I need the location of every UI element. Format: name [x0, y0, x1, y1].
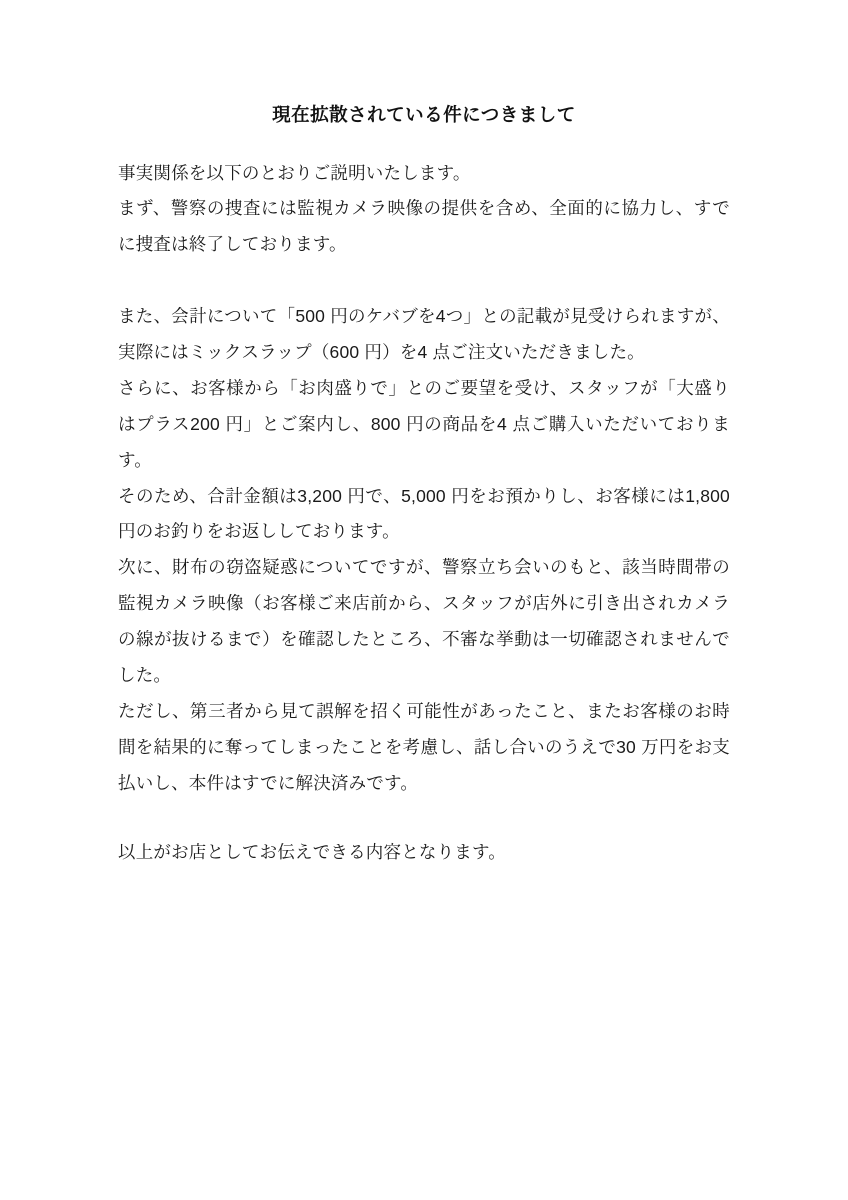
paragraph-police-cooperation: まず、警察の捜査には監視カメラ映像の提供を含め、全面的に協力し、すでに捜査は終了しております。	[118, 198, 730, 255]
paragraph-settlement: ただし、第三者から見て誤解を招く可能性があったこと、またお客様のお時間を結果的に奪ってしまったことを考慮し、話し合いのうえで30 万円をお支払いし、本件はすでに解決済みです。	[118, 700, 730, 793]
paragraph-intro: 事実関係を以下のとおりご説明いたします。	[118, 162, 471, 183]
paragraph-billing-detail: また、会計について「500 円のケバブを4つ」との記載が見受けられますが、実際にはミックスラップ（600 円）を4 点ご注文いただきました。	[118, 306, 730, 363]
paragraph-closing: 以上がお店としてお伝えできる内容となります。	[118, 842, 506, 863]
page-title: 現在拡散されている件につきまして	[272, 104, 576, 125]
paragraph-gap	[118, 263, 730, 299]
document-body	[118, 156, 730, 872]
paragraph-wallet-theft: 次に、財布の窃盗疑惑についてですが、警察立ち会いのもと、該当時間帯の監視カメラ映像（お客様ご来店前から、スタッフが店外に引き出されカメラの線が抜けるまで）を確認したところ、不審な挙動は一切確認されませんでした。	[118, 557, 730, 685]
paragraph-large-portion: さらに、お客様から「お肉盛りで」とのご要望を受け、スタッフが「大盛りはプラス200 円」とご案内し、800 円の商品を4 点ご購入いただいております。	[118, 377, 730, 470]
paragraph-total-amount: そのため、合計金額は3,200 円で、5,000 円をお預かりし、お客様には1,800 円のお釣りをお返ししております。	[118, 485, 730, 542]
closing-gap	[118, 801, 730, 835]
